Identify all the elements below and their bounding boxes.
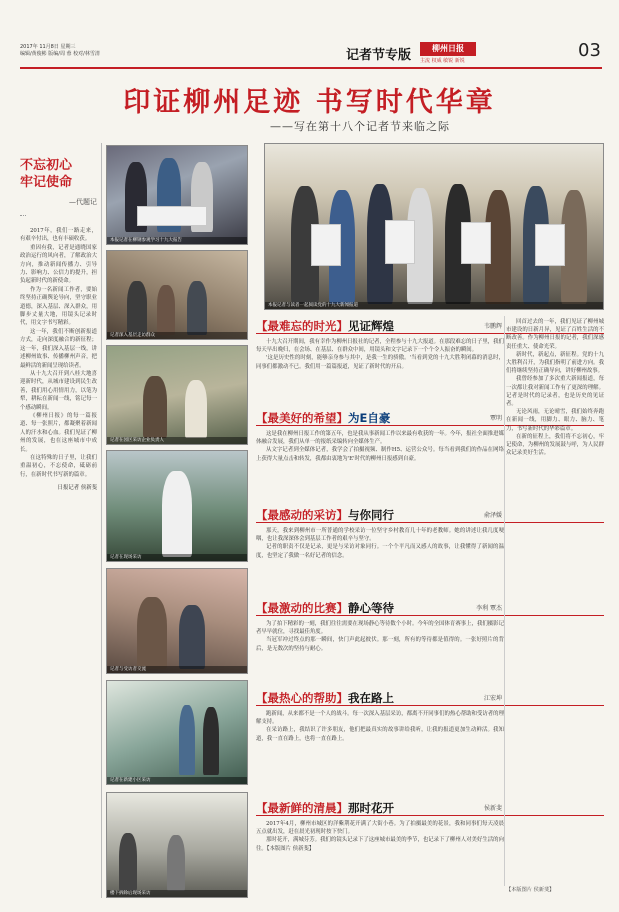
article-tag: 【最感动的采访】 <box>256 508 348 522</box>
left-column <box>20 143 102 898</box>
article-body-2 <box>256 430 504 492</box>
paragraph: 十九大召开期间，我有幸作为柳州日报社的记者，全程参与十九大报道。在那段难忘的日子里，我们每天早出晚归，在会场、在基层、在群众中间，用镜头和文字记录下一个个令人振奋的瞬间。 <box>256 339 504 354</box>
paragraph: 无论风雨，无论晴雪，我们始终奔跑在新闻一线，用脚力、眼力、脑力、笔力，书写新时代的华彩篇章。 <box>506 409 604 432</box>
article-tag: 【最新鲜的清晨】 <box>256 801 348 815</box>
side-column-body <box>506 318 604 882</box>
photo-caption: 记者在新建小区采访 <box>107 777 247 784</box>
article-title: 见证辉煌 <box>348 319 394 333</box>
paragraph: 在新的征程上，我们将不忘初心，牢记使命，为柳州的发展鼓与呼，为人民群众记录美好生活。 <box>506 433 604 457</box>
paragraph: 从文字记者到全媒体记者，我学会了拍摄视频、制作H5、运营公众号。每当看到我们的作品在网络上获得大量点击和转发，我都由衷地为'E'时代的柳州日报感到自豪。 <box>256 447 504 462</box>
paragraph: 这是我在柳州日报工作的第五年，也是我从事新闻工作以来最有收获的一年。今年，报社全面推进媒体融合发展，我们从单一的报纸采编转向全媒体生产。 <box>256 431 504 446</box>
paragraph: 跑新闻，从来都不是一个人的战斗。每一次深入基层采访，都离不开同事们的热心帮助和受访者的理解支持。 <box>256 711 504 726</box>
article-title: 与你同行 <box>348 508 394 522</box>
header-meta <box>20 44 100 58</box>
article-title: 那时花开 <box>348 801 394 815</box>
article-tag: 【最美好的希望】 <box>256 411 348 425</box>
photo-caption: 本报记者在柳钢参观学习十九大报告 <box>107 237 247 244</box>
title-line-2: 牢记使命 <box>20 175 73 190</box>
photo-credit: 【本版图片 侯新斐】 <box>506 887 555 893</box>
article-byline: 俞泽媛 <box>483 512 502 519</box>
paragraph: 新时代，新起点，新征程。党的十九大胜利召开，为我们指明了前进方向。我们将继续坚持正确导向，讲好柳州故事。 <box>506 351 604 375</box>
divider <box>20 215 26 219</box>
paragraph: 那天，我来到柳州市一所普通的学校采访一位坚守乡村教育几十年的老教师。她的讲述让我几度哽咽，也让我深深体会到基层工作者的艰辛与坚守。 <box>256 528 504 543</box>
photo-reporter-field <box>106 450 248 562</box>
photo-group-readers <box>264 143 604 310</box>
article-body-3 <box>256 527 504 591</box>
article-byline: 李利 覃杰 <box>476 605 502 612</box>
subheadline: ——写在第十八个记者节来临之际 <box>270 120 450 133</box>
article-byline: 江宏坤 <box>483 695 502 702</box>
photo-caption: 本报记者与读者一起阅读党的十九大新闻报道 <box>265 302 603 309</box>
paragraph: 为了拍下精彩的一刻，我们往往需要在现场静心等待数个小时。今年的全国体育赛事上，我们摄影记者早早就位，寻找最佳角度。 <box>256 621 504 636</box>
paragraph: 回首过去的一年，我们见证了柳州城市建设的日新月异，见证了百姓生活的不断改善。作为柳州日报的记者，我们深感责任重大、使命光荣。 <box>506 319 604 350</box>
photo-interview-park <box>106 345 248 445</box>
paragraph: 从十九大召开到八桂大地喜迎新时代，从城市建设到民生改善，我们用心用情用力，以笔为犁，耕耘在新闻一线，铭记每一个感动瞬间。 <box>20 370 97 411</box>
article-body-1 <box>256 338 504 394</box>
article-tag: 【最热心的帮助】 <box>256 691 348 705</box>
paragraph: 那时花开，满城芬芳。我们的镜头记录下了这座城市最美的季节，也记录下了柳州人对美好生活的向往。【本版图片 侯新斐】 <box>256 837 504 852</box>
photo-caption: 记者在现场采访 <box>107 554 247 561</box>
paragraph: 当冠军冲过终点的那一瞬间，快门声此起彼伏。那一刻，所有的等待都是值得的。一张好照片的背后，是无数次的坚持与耐心。 <box>256 637 504 652</box>
paragraph: 这一年，我们不断创新报道方式，走向深度融合的新征程；这一年，我们深入基层一线，讲述柳州故事、传播柳州声音，把最鲜活的新闻呈现给读者。 <box>20 328 97 369</box>
article-tag: 【最难忘的时光】 <box>256 319 348 333</box>
paragraph: '这是历史性的时刻，能够亲身参与其中，是我一生的骄傲。'当看到党的十九大胜利闭幕的消息时，同事们都激动不已。我们用一篇篇报道，见证了新时代的开启。 <box>256 355 504 370</box>
paragraph: 《柳州日报》的每一篇报道、每一张照片，都凝聚着新闻人的汗水和心血。我们见证了柳州的发展，也在这座城市中成长。 <box>20 412 97 453</box>
left-column-title <box>20 157 101 191</box>
photo-demolition-site <box>106 792 248 898</box>
slogan: 主流 权威 敏锐 新锐 <box>420 58 465 64</box>
article-body-5 <box>256 710 504 792</box>
column-divider <box>504 316 505 886</box>
article-byline: 韦鹏辉 <box>483 323 502 330</box>
left-column-body <box>20 227 101 479</box>
paragraph: 记者的职责不仅是记录，更是与采访对象同行。一个个平凡而又感人的故事，让我懂得了新闻的温度，也坚定了我做一名好记者的信念。 <box>256 544 504 559</box>
paragraph: 重因有我，记者是通晓国家政治运行的风向者，了解政治大方向，推动新闻传播力、引导力、影响力、公信力的提升，担负起新时代的新使命。 <box>20 244 97 285</box>
left-column-author: —代题记 <box>69 198 97 206</box>
title-line-1: 不忘初心 <box>20 158 73 173</box>
newspaper-logo: 柳州日报 <box>420 42 476 56</box>
photo-new-community <box>106 680 248 785</box>
photo-caption: 楼下拆除后现场采访 <box>107 890 247 897</box>
headline: 印证柳州足迹 书写时代华章 <box>123 87 496 118</box>
header-rule <box>20 67 602 69</box>
article-title: 我在路上 <box>348 691 394 705</box>
photo-conversation <box>106 568 248 674</box>
page-header <box>0 0 619 70</box>
page-number: 03 <box>578 40 601 61</box>
photo-caption: 记者在园区采访企业负责人 <box>107 437 247 444</box>
editor-line: 编辑/黄俊彬 版编/周 蓉 校对/林雪清 <box>20 51 100 57</box>
signature: 日报记者 侯新斐 <box>57 485 97 492</box>
paragraph: 在采访路上，我结识了许多朋友，他们把最真实的故事讲给我听，让我的报道更加生动鲜活。我知道，我一直在路上，也将一直在路上。 <box>256 727 504 742</box>
paragraph: 2017年，我们一路走来，有艰辛付出，也有丰硕收获。 <box>20 228 97 243</box>
article-body-6 <box>256 820 504 900</box>
photo-caption: 记者深入基层走访群众 <box>107 332 247 339</box>
paragraph: 作为一名新闻工作者，要始终坚持正确舆论导向，坚守职业道德，深入基层、深入群众，用脚步丈量大地，用镜头记录时代，用文字书写精彩。 <box>20 286 97 327</box>
article-byline: 侯新斐 <box>483 805 502 812</box>
article-tag: 【最激动的比赛】 <box>256 601 348 615</box>
paragraph: 2017年4月，柳州市城区的洋紫荆花开满了大街小巷。为了拍摄最美的花景，我和同事们每天凌晨五点就出发，赶在晨光初现时按下快门。 <box>256 821 504 836</box>
photo-reading-report <box>106 145 248 245</box>
paragraph: 我曾经参加了多次重大新闻报道，每一次都让我对新闻工作有了更深的理解。记者是时代的记录者，也是历史的见证者。 <box>506 376 604 408</box>
date-line: 2017年 11月8日 星期三 <box>20 44 76 50</box>
article-body-4 <box>256 620 504 682</box>
article-title: 静心等待 <box>348 601 394 615</box>
paragraph: 在这特殊的日子里，让我们重温初心，不忘使命，砥砺前行，在新时代书写新的篇章。 <box>20 454 97 478</box>
photo-caption: 记者与受访者交流 <box>107 666 247 673</box>
photo-grassroots <box>106 250 248 340</box>
article-title: 为E自豪 <box>348 411 391 425</box>
article-byline: 覃明 <box>489 415 502 422</box>
section-title: 记者节专版 <box>346 48 412 63</box>
